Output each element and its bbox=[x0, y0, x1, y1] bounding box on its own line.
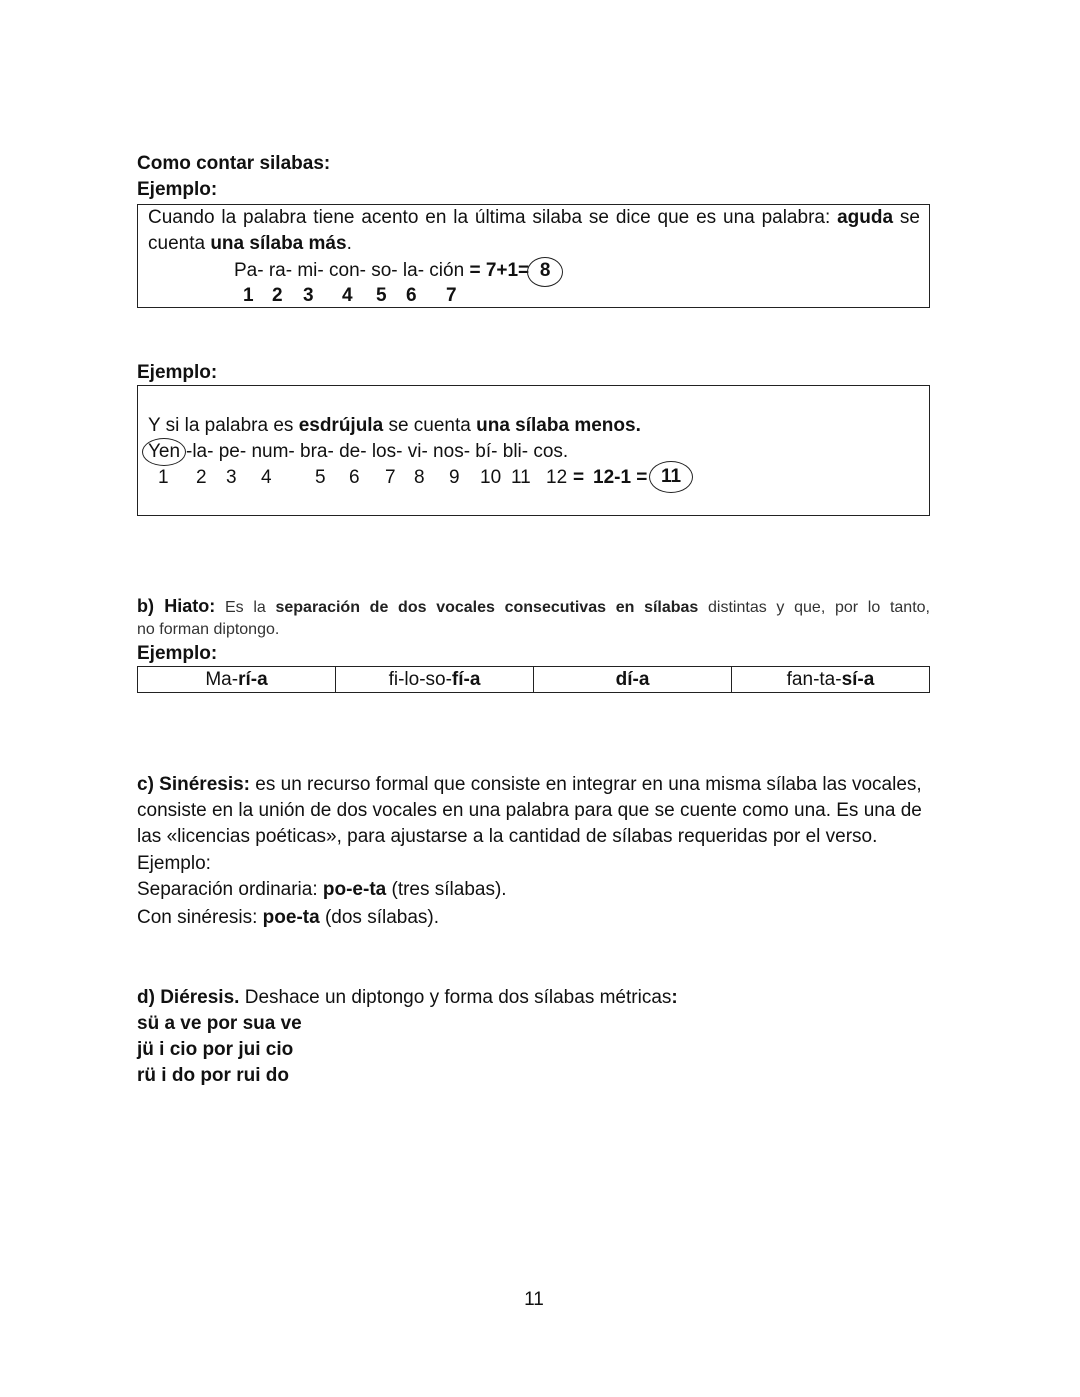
aguda-number: 6 bbox=[406, 285, 417, 306]
esdrujula-number: 5 bbox=[315, 467, 326, 488]
esdrujula-number: 11 bbox=[511, 467, 531, 488]
sep-bold: po-e-ta bbox=[322, 879, 387, 900]
aguda-number: 1 bbox=[243, 285, 254, 306]
dieresis-example: jü i cio por jui cio bbox=[137, 1039, 294, 1060]
esdrujula-number: 4 bbox=[261, 467, 272, 488]
aguda-number: 3 bbox=[303, 285, 314, 306]
esdrujula-number: 1 bbox=[158, 467, 169, 488]
aguda-equation: = 7+1= bbox=[469, 260, 530, 281]
table-cell bbox=[534, 667, 732, 693]
cell-bold: rí-a bbox=[238, 668, 268, 690]
esdrujula-text-a: Y si la palabra es bbox=[148, 415, 299, 436]
hiato-text-d: no forman diptongo. bbox=[137, 621, 280, 638]
esdrujula-equation: 12-1 = bbox=[593, 467, 648, 488]
section-title: Como contar silabas: bbox=[137, 153, 331, 174]
cell-normal: Ma- bbox=[205, 668, 239, 690]
esdrujula-numbers bbox=[138, 465, 738, 495]
dieresis-text: Deshace un diptongo y forma dos sílabas métricas bbox=[239, 987, 672, 1008]
sineresis-paragraph bbox=[137, 772, 930, 931]
aguda-line-2 bbox=[148, 231, 352, 257]
example-box-aguda bbox=[137, 204, 930, 308]
aguda-word: aguda bbox=[837, 207, 894, 228]
table-row bbox=[138, 667, 930, 693]
sep-rest: (tres sílabas). bbox=[386, 879, 507, 900]
esdrujula-syllables-line bbox=[142, 438, 568, 466]
cell-bold: dí-a bbox=[615, 668, 650, 690]
dieresis-colon: : bbox=[671, 987, 678, 1008]
dieresis-paragraph bbox=[137, 985, 930, 1089]
aguda-number: 4 bbox=[342, 285, 353, 306]
yen-circle: Yen bbox=[142, 438, 186, 466]
hiato-text-a: Es la bbox=[215, 599, 276, 616]
esdrujula-syllables: -la- pe- num- bra- de- los- vi- nos- bí- bli- cos. bbox=[186, 441, 569, 462]
example-label-hiato: Ejemplo: bbox=[137, 643, 218, 664]
aguda-number: 5 bbox=[376, 285, 387, 306]
dieresis-label: d) Diéresis. bbox=[137, 987, 240, 1008]
aguda-text-c: se bbox=[893, 207, 920, 228]
table-cell bbox=[336, 667, 534, 693]
esdrujula-number: 10 bbox=[480, 467, 502, 488]
sineresis-text-1: es un recurso formal que consiste en integrar en una misma sílaba las vocales, bbox=[250, 774, 922, 795]
esdrujula-equals: = bbox=[573, 467, 585, 488]
aguda-line2-c: . bbox=[346, 233, 352, 254]
esdrujula-number: 7 bbox=[385, 467, 396, 488]
table-cell bbox=[138, 667, 336, 693]
aguda-number: 2 bbox=[272, 285, 283, 306]
esdrujula-line-1 bbox=[148, 413, 641, 439]
example-label-1: Ejemplo: bbox=[137, 179, 218, 200]
esdrujula-text-c: se cuenta bbox=[383, 415, 477, 436]
con-label: Con sinéresis: bbox=[137, 907, 263, 928]
cell-normal: fan-ta- bbox=[786, 668, 842, 690]
dieresis-example: rü i do por rui do bbox=[137, 1065, 289, 1086]
example-label-2: Ejemplo: bbox=[137, 362, 218, 383]
example-box-esdrujula bbox=[137, 385, 930, 516]
aguda-numbers bbox=[138, 283, 538, 309]
esdrujula-result-circle: 11 bbox=[649, 461, 693, 493]
cell-normal: fi-lo-so- bbox=[388, 668, 452, 690]
aguda-syllables: Pa- ra- mi- con- so- la- ción bbox=[234, 260, 470, 281]
sineresis-text-3: las «licencias poéticas», para ajustarse a la cantidad de sílabas requeridas por el verso. bbox=[137, 826, 878, 847]
una-silaba-menos: una sílaba menos. bbox=[476, 415, 641, 436]
esdrujula-word: esdrújula bbox=[298, 415, 384, 436]
hiato-label: b) Hiato: bbox=[137, 596, 216, 616]
cell-bold: sí-a bbox=[841, 668, 875, 690]
sineresis-label: c) Sinéresis: bbox=[137, 774, 250, 795]
aguda-number: 7 bbox=[446, 285, 457, 306]
hiato-examples-table bbox=[137, 666, 930, 693]
sineresis-example-label: Ejemplo: bbox=[137, 853, 211, 874]
esdrujula-number: 9 bbox=[449, 467, 460, 488]
esdrujula-number: 12 bbox=[546, 467, 568, 488]
cell-bold: fí-a bbox=[451, 668, 481, 690]
esdrujula-number: 6 bbox=[349, 467, 360, 488]
dieresis-line bbox=[137, 985, 930, 1011]
una-silaba-mas: una sílaba más bbox=[210, 233, 347, 254]
hiato-text-c: distintas y que, por lo tanto, bbox=[698, 599, 930, 616]
esdrujula-number: 2 bbox=[196, 467, 207, 488]
esdrujula-number: 3 bbox=[226, 467, 237, 488]
sineresis-con bbox=[137, 905, 930, 931]
hiato-definition: separación de dos vocales consecutivas en sílabas bbox=[275, 599, 699, 616]
table-cell bbox=[732, 667, 930, 693]
con-bold: poe-ta bbox=[262, 907, 320, 928]
aguda-result-circle: 8 bbox=[527, 257, 563, 287]
aguda-text-a: Cuando la palabra tiene acento en la última silaba se dice que es una palabra: bbox=[148, 207, 838, 228]
aguda-line-1 bbox=[148, 205, 920, 231]
sineresis-separacion bbox=[137, 877, 930, 903]
dieresis-example: sü a ve por sua ve bbox=[137, 1013, 302, 1034]
hiato-line-1 bbox=[137, 596, 930, 619]
sineresis-text-2: consiste en la unión de dos vocales en una palabra para que se cuente como una. Es una de bbox=[137, 800, 922, 821]
esdrujula-number: 8 bbox=[414, 467, 425, 488]
page-number: 11 bbox=[524, 1289, 544, 1310]
sineresis-line-1 bbox=[137, 772, 930, 798]
aguda-line2-a: cuenta bbox=[148, 233, 211, 254]
hiato-paragraph bbox=[137, 596, 930, 641]
sep-label: Separación ordinaria: bbox=[137, 879, 323, 900]
con-rest: (dos sílabas). bbox=[319, 907, 439, 928]
